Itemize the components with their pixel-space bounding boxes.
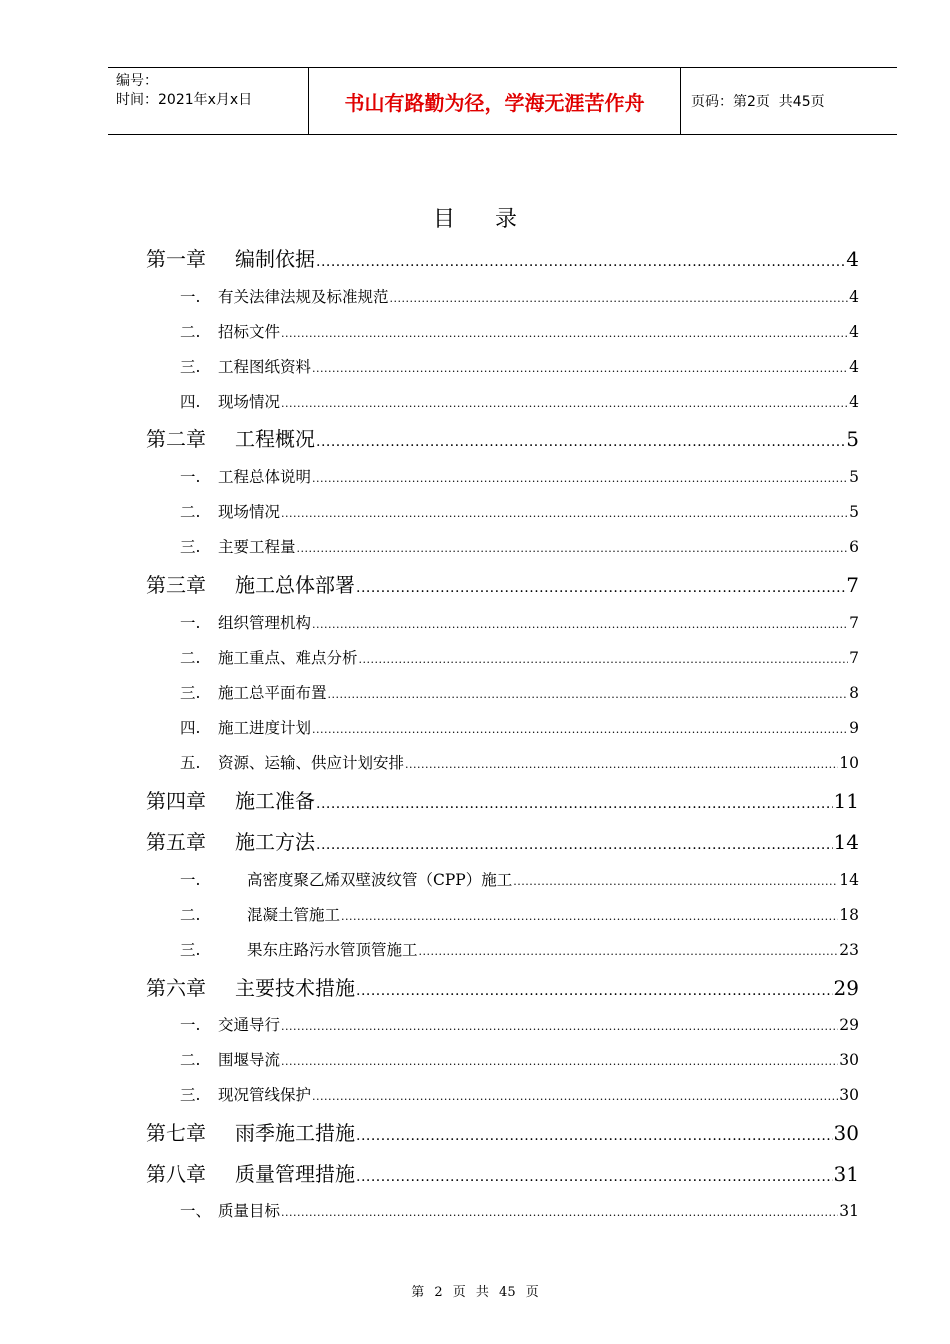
toc-entry-section[interactable]: 一. 交通导行 ..... 29 bbox=[180, 1013, 859, 1035]
serial-label: 编号： bbox=[116, 73, 158, 89]
toc-entry-chapter[interactable]: 第五章 施工方法 ..... 14 bbox=[146, 826, 859, 855]
toc-entry-section[interactable]: 三. 工程图纸资料 ..... 4 bbox=[180, 355, 859, 377]
toc-entry-section[interactable]: 三. 现况管线保护 ..... 30 bbox=[180, 1083, 859, 1105]
toc-entry-section[interactable]: 三. 施工总平面布置 ..... 8 bbox=[180, 681, 859, 703]
toc-entry-section[interactable]: 四. 现场情况 ..... 4 bbox=[180, 390, 859, 412]
toc-entry-section[interactable]: 一. 高密度聚乙烯双壁波纹管（CPP）施工 ..... 14 bbox=[180, 868, 859, 890]
toc-entry-section[interactable]: 二. 混凝土管施工 ..... 18 bbox=[180, 903, 859, 925]
toc-entry-section[interactable]: 一. 工程总体说明 ..... 5 bbox=[180, 465, 859, 487]
header-page-label: 页码：第2页 共45页 bbox=[691, 94, 825, 110]
time-label: 时间：2021年x月x日 bbox=[116, 92, 253, 108]
header-meta bbox=[108, 68, 309, 134]
page-header bbox=[108, 67, 897, 135]
toc-entry-chapter[interactable]: 第四章 施工准备 ..... 11 bbox=[146, 785, 859, 814]
toc-entry-chapter[interactable]: 第七章 雨季施工措施 ..... 30 bbox=[146, 1117, 859, 1146]
toc-entry-section[interactable]: 三. 主要工程量 ..... 6 bbox=[180, 535, 859, 557]
toc-entry-section[interactable]: 五. 资源、运输、供应计划安排 ..... 10 bbox=[180, 751, 859, 773]
toc-entry-chapter[interactable]: 第三章 施工总体部署 ..... 7 bbox=[146, 569, 859, 598]
toc-entry-section[interactable]: 二. 围堰导流 ..... 30 bbox=[180, 1048, 859, 1070]
header-motto: 书山有路勤为径，学海无涯苦作舟 bbox=[309, 68, 681, 134]
toc-entry-section[interactable]: 一. 有关法律法规及标准规范 ..... 4 bbox=[180, 285, 859, 307]
toc-entry-section[interactable]: 一. 组织管理机构 ..... 7 bbox=[180, 611, 859, 633]
toc-entry-chapter[interactable]: 第六章 主要技术措施 ..... 29 bbox=[146, 972, 859, 1001]
toc-entry-section[interactable]: 二. 施工重点、难点分析 ..... 7 bbox=[180, 646, 859, 668]
toc-entry-section[interactable]: 三. 果东庄路污水管顶管施工 ..... 23 bbox=[180, 938, 859, 960]
toc-entry-chapter[interactable]: 第八章 质量管理措施 ..... 31 bbox=[146, 1158, 859, 1187]
toc-entry-section[interactable]: 四. 施工进度计划 ..... 9 bbox=[180, 716, 859, 738]
toc-entry-section[interactable]: 二. 招标文件 ..... 4 bbox=[180, 320, 859, 342]
toc-entry-section[interactable]: 一、 质量目标 ..... 31 bbox=[180, 1199, 859, 1221]
toc-entry-section[interactable]: 二. 现场情况 ..... 5 bbox=[180, 500, 859, 522]
toc-entry-chapter[interactable]: 第二章 工程概况 ..... 5 bbox=[146, 423, 859, 452]
toc-entry-chapter[interactable]: 第一章 编制依据 ..... 4 bbox=[146, 243, 859, 272]
page-footer: 第 2 页 共 45 页 bbox=[411, 1285, 539, 1300]
toc-title: 目录 bbox=[432, 207, 557, 232]
